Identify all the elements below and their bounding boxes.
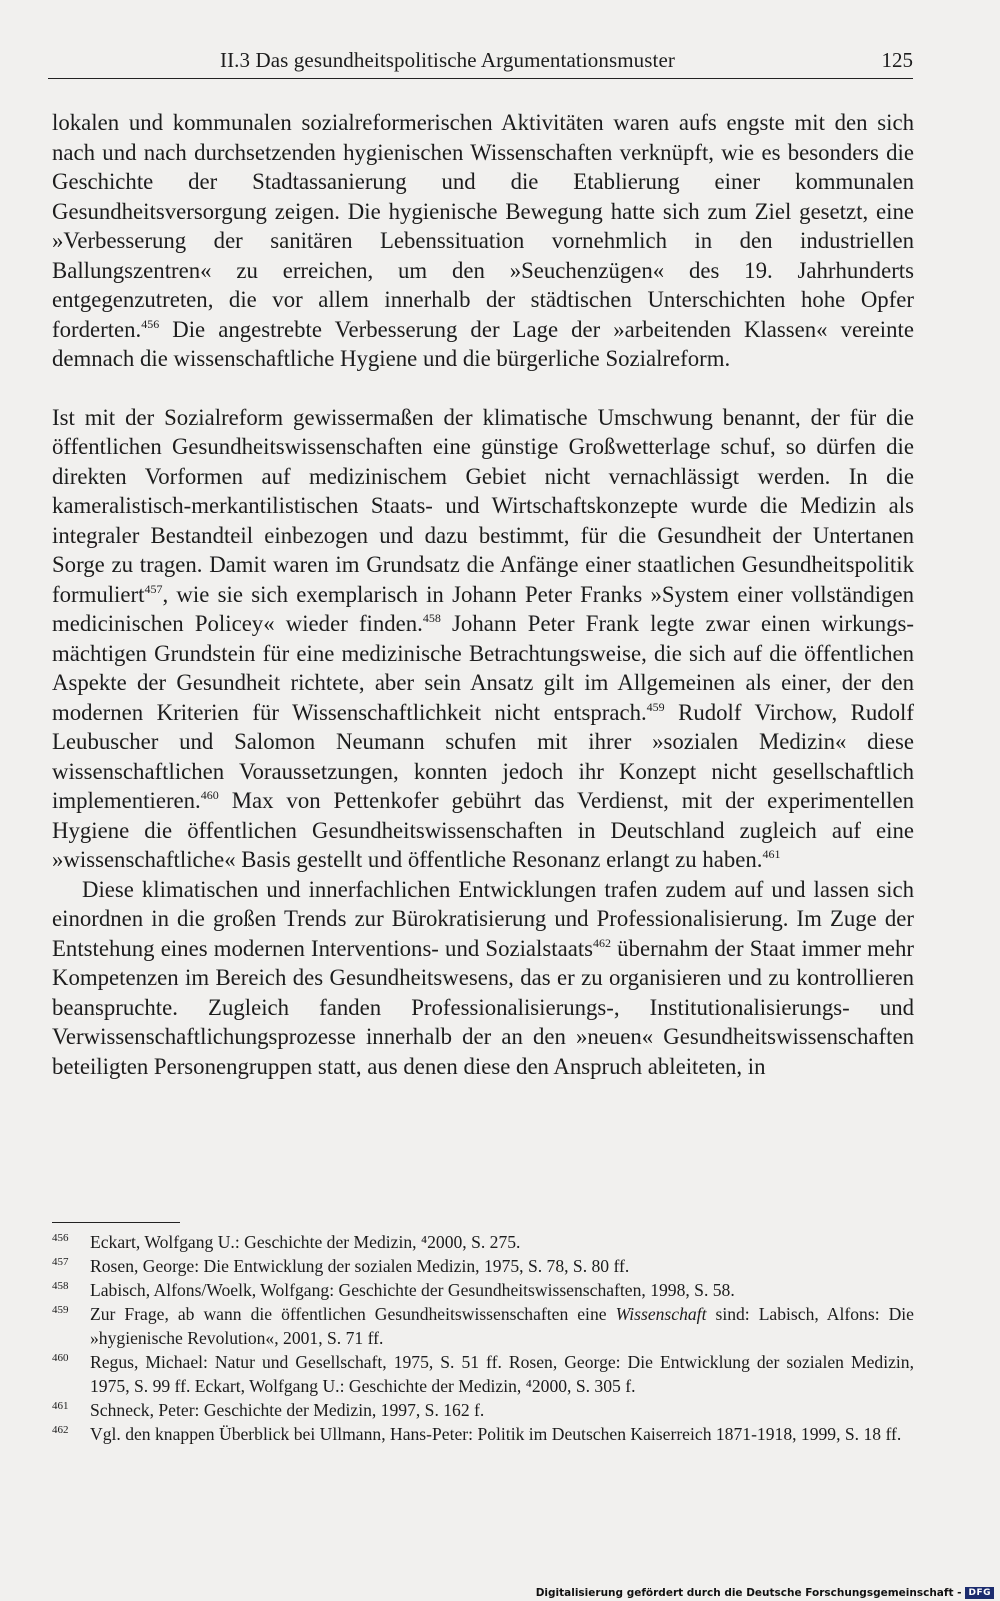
footnote-458 <box>52 1278 914 1302</box>
footnote-ref: 460 <box>200 788 219 802</box>
footnotes <box>52 1230 914 1446</box>
footnote-ref: 462 <box>593 935 612 950</box>
text-run: Die angestrebte Verbesserung der Lage der »arbeitenden Klassen« vereinte demnach die wissenschaftliche Hygiene und die bürgerliche Sozialreform. <box>52 316 914 371</box>
running-header <box>48 44 913 79</box>
paragraph-3 <box>52 875 914 1082</box>
footnote-text: Eckart, Wolfgang U.: Geschichte der Medizin, ⁴2000, S. 275. <box>90 1232 521 1252</box>
footnote-ref: 459 <box>646 699 665 714</box>
page-number: 125 <box>881 48 913 72</box>
footnote-459 <box>52 1302 914 1350</box>
footnote-number: 458 <box>52 1280 69 1292</box>
footnote-ref: 456 <box>141 316 160 331</box>
footnote-text: Rosen, George: Die Entwicklung der sozialen Medizin, 1975, S. 78, S. 80 ff. <box>90 1256 630 1276</box>
text-run: Max von Pettenkofer gebührt das Verdienst, mit der experimentellen Hygiene die öffentlichen Gesundheitswissenschaften in Deutschland zugleich auf eine »wissenschaftliche« Basis gestellt und öffentliche Resonanz erlangt zu haben. <box>52 788 914 872</box>
footnote-461 <box>52 1398 914 1422</box>
footnote-number: 457 <box>52 1256 69 1268</box>
footnote-text: Zur Frage, ab wann die öffentlichen Gesundheitswissenschaften eine <box>90 1304 616 1324</box>
credit-text: Digitalisierung gefördert durch die Deutsche Forschungsgemeinschaft - <box>535 1587 962 1599</box>
footnote-number: 462 <box>52 1424 69 1436</box>
footnote-number: 460 <box>52 1352 69 1364</box>
text-run: Johann Peter Frank legte zwar einen wirkungsmächtigen Grundstein für eine medizinische Betrachtungsweise, die sich auf die öffentlichen Aspekte der Gesundheit richtete, aber sein Ansatz gilt im Allgemeinen als einer, der den modernen Kriterien für Wissenschaftlichkeit nicht entsprach. <box>52 611 914 725</box>
text-run: Diese klimatischen und innerfachlichen Entwicklungen trafen zudem auf und lassen sich einordnen in die großen Trends zur Bürokratisierung und Professionalisierung. Im Zuge der Entstehung eines modernen Interventions- und Sozialstaats <box>52 876 914 961</box>
footnote-ref: 461 <box>762 847 781 861</box>
footnote-text: sind: Labisch, Alfons: Die »hygienische Revolution«, 2001, S. 71 ff. <box>90 1304 914 1348</box>
text-run: , wie sie sich exemplarisch in Johann Peter Franks »System einer vollständigen medicinischen Policey« wieder finden. <box>52 581 914 636</box>
footnote-number: 456 <box>52 1232 69 1244</box>
footnote-457 <box>52 1254 914 1278</box>
footnote-ref: 458 <box>422 611 441 625</box>
footnote-separator <box>52 1222 180 1223</box>
text-run: Ist mit der Sozialreform gewissermaßen der klimatische Umschwung benannt, der für die öffentlichen Gesundheitswissenschaften eine günstige Großwetterlage schuf, so dürfen die direkten Vorformen auf medizinischem Gebiet nicht vernachlässigt werden. In die kameralistisch-merkantilistischen Staats- und Wirtschaftskonzepte wurde die Medizin als integraler Bestandteil einbezogen und dazu bestimmt, für die Gesundheit der Untertanen Sorge zu tragen. Damit waren im Grundsatz die Anfänge einer staatlichen Gesundheitspolitik formuliert <box>52 404 914 607</box>
footnote-462 <box>52 1422 914 1446</box>
footnote-ref: 457 <box>144 581 163 596</box>
footnote-text: Schneck, Peter: Geschichte der Medizin, 1997, S. 162 f. <box>90 1400 485 1420</box>
footnote-text: Vgl. den knappen Überblick bei Ullmann, Hans-Peter: Politik im Deutschen Kaiserreich 1871-1918, 1999, S. 18 ff. <box>90 1424 902 1444</box>
text-run: Rudolf Virchow, Rudolf Leubuscher und Salomon Neumann schufen mit ihrer »sozialen Medizin« diese wissenschaftlichen Voraussetzungen, konnten jedoch ihr Konzept nicht gesellschaftlich implementieren. <box>52 699 914 813</box>
text-run: lokalen und kommunalen sozialreformerischen Aktivitäten waren aufs engste mit den sich nach und nach durchsetzenden hygienischen Wissenschaften verknüpft, wie es besonders die Geschichte der Stadtassanierung und die Etablierung einer kommunalen Gesundheitsversorgung zeigen. Die hygienische Bewegung hatte sich zum Ziel gesetzt, eine »Verbesserung der sanitären Lebenssituation vornehmlich in den industriellen Ballungszentren« zu erreichen, um den »Seuchenzügen« des 19. Jahrhunderts entgegenzutreten, die vor allem innerhalb der städtischen Unterschichten hohe Opfer forderten. <box>52 110 914 342</box>
footnote-456 <box>52 1230 914 1254</box>
paragraph-2 <box>52 403 914 875</box>
digitization-credit <box>536 1587 994 1599</box>
footnote-number: 461 <box>52 1400 69 1412</box>
footnote-number: 459 <box>52 1304 69 1316</box>
text-run: übernahm der Staat immer mehr Kompetenzen im Bereich des Gesundheitswesens, das er zu organisieren und zu kontrollieren beanspruchte. Zugleich fanden Professionalisierungs-, Institutionalisierungs- und Verwissenschaftlichungsprozesse innerhalb der an den »neuen« Gesundheitswissenschaften beteiligten Personengruppen statt, aus denen diese den Anspruch ableiteten, in <box>52 935 914 1079</box>
footnote-emphasis: Wissenschaft <box>615 1304 707 1324</box>
footnote-text: Regus, Michael: Natur und Gesellschaft, 1975, S. 51 ff. Rosen, George: Die Entwicklung der sozialen Medizin, 1975, S. 99 ff. Eckart, Wolfgang U.: Geschichte der Medizin, ⁴2000, S. 305 f. <box>90 1352 914 1396</box>
footnote-460 <box>52 1350 914 1398</box>
paragraph-1 <box>52 108 914 374</box>
footnote-text: Labisch, Alfons/Woelk, Wolfgang: Geschichte der Gesundheitswissenschaften, 1998, S. 58. <box>90 1280 735 1300</box>
main-text <box>52 108 914 1081</box>
running-title: II.3 Das gesundheitspolitische Argumentationsmuster <box>220 48 675 72</box>
dfg-logo: DFG <box>965 1587 994 1599</box>
